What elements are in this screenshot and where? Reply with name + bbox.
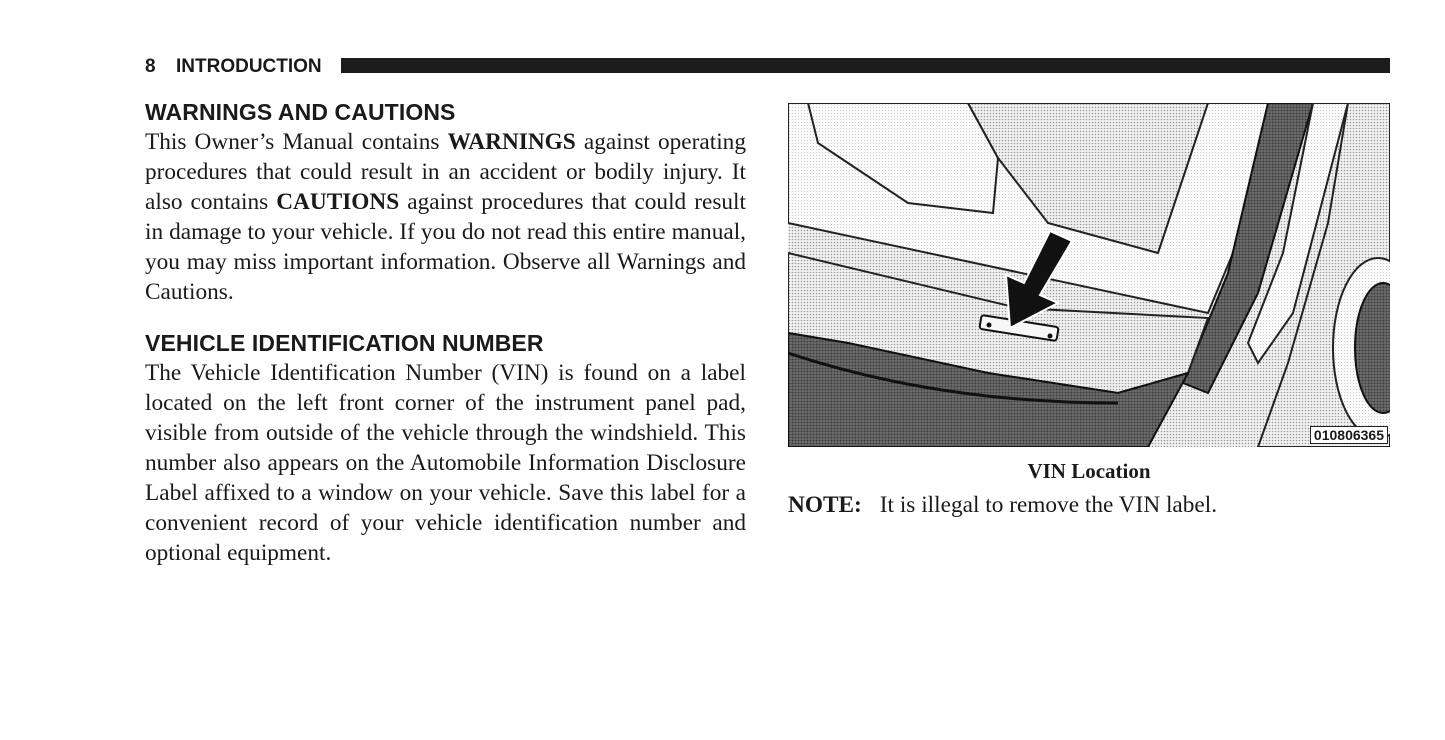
dashboard-illustration [788, 103, 1390, 447]
note [788, 490, 1390, 520]
left-column [145, 97, 746, 568]
page-number: 8 [145, 56, 156, 77]
warnings-heading: WARNINGS AND CAUTIONS [145, 99, 456, 125]
figure-caption: VIN Location [1027, 459, 1151, 483]
warnings-bold-cautions: CAUTIONS [276, 189, 400, 216]
note-label: NOTE: [788, 492, 862, 518]
note-text: It is illegal to remove the VIN label. [879, 492, 1218, 518]
section-gap [145, 308, 746, 328]
figure-code: 010806365 [1310, 426, 1388, 444]
warnings-paragraph [145, 127, 746, 308]
warnings-bold-warnings: WARNINGS [447, 129, 576, 155]
section-title: INTRODUCTION [176, 56, 322, 77]
warnings-text-3: against procedures that could result in damage to your vehicle. If you do not read this entire manual, you may miss important information. Observe all Warnings and Cautions. [145, 189, 746, 306]
warnings-text-2: against operating procedures that could result in an accident or bodily injury. It also contains [145, 129, 746, 216]
header-rule [341, 58, 1390, 73]
vin-location-figure [788, 103, 1390, 447]
vin-paragraph: The Vehicle Identification Number (VIN) is found on a label located on the left front corner of the instrument panel pad, visible from outside of the vehicle through the windshield. This number also appears on the Automobile Information Disclosure Label affixed to a window on your vehicle. Save this label for a convenient record of your vehicle identification number and optional equipment. [145, 359, 746, 567]
vin-heading: VEHICLE IDENTIFICATION NUMBER [145, 329, 544, 356]
warnings-text-1: This Owner’s Manual contains [145, 129, 448, 155]
page-header [145, 55, 1390, 79]
